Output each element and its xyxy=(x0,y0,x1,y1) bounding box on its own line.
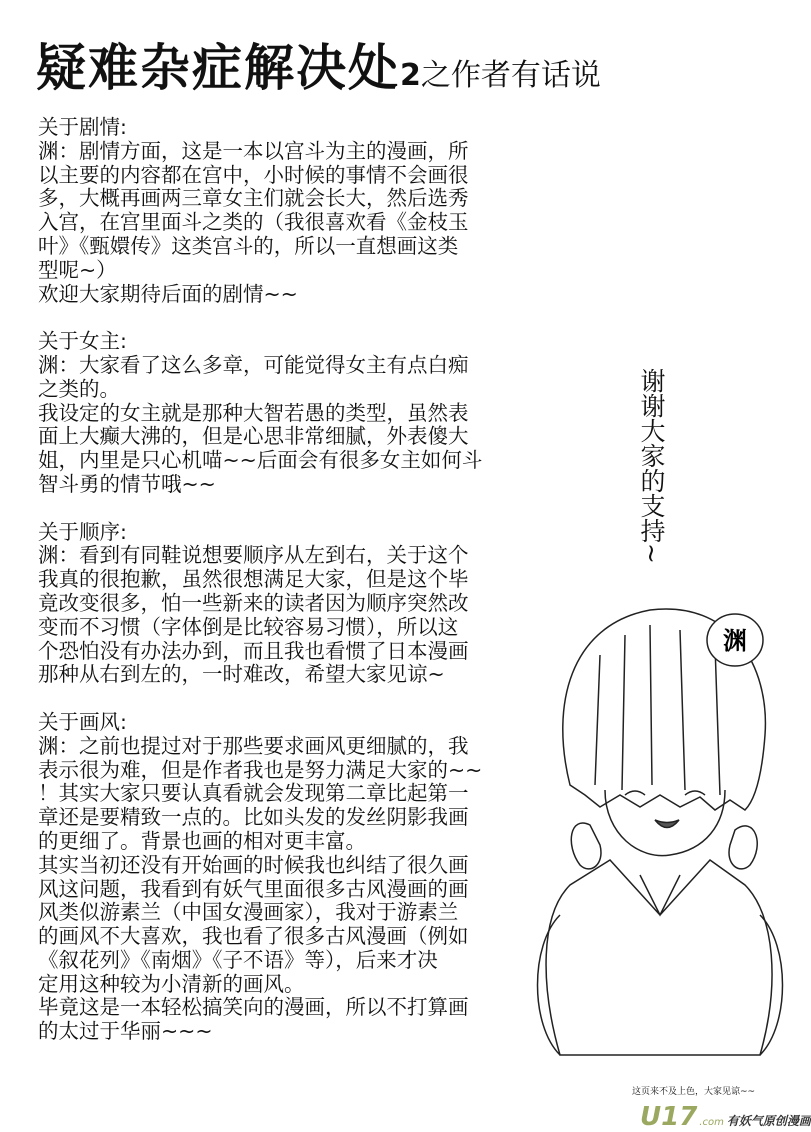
page-title xyxy=(36,28,601,100)
section-line: 渊：剧情方面，这是一本以宫斗为主的漫画，所 xyxy=(38,138,469,163)
section-line: 毕竟这是一本轻松搞笑向的漫画，所以不打算画 xyxy=(38,995,469,1020)
section-line: 欢迎大家期待后面的剧情~~ xyxy=(38,281,298,306)
section-line: 我真的很抱歉，虽然很想满足大家，但是这个毕 xyxy=(38,567,469,592)
section-line: 章还是要精致一点的。比如头发的发丝阴影我画 xyxy=(38,805,469,830)
section-line: 之类的。 xyxy=(38,376,120,401)
section-line: 入宫，在宫里面斗之类的（我很喜欢看《金枝玉 xyxy=(38,210,469,235)
section-line: 那种从右到左的，一时难改，希望大家见谅~ xyxy=(38,662,445,687)
section-line: 的太过于华丽~~~ xyxy=(38,1019,213,1044)
section-line: 姐，内里是只心机喵~~后面会有很多女主如何斗 xyxy=(38,448,483,473)
section-line: 我设定的女主就是那种大智若愚的类型，虽然表 xyxy=(38,400,469,425)
section-heading: 关于画风: xyxy=(38,709,127,734)
section-line: 表示很为难，但是作者我也是努力满足大家的~~ xyxy=(38,757,483,782)
kimono xyxy=(546,860,772,1055)
u17-watermark xyxy=(640,1103,811,1131)
section-line: 《叙花列》《南烟》《子不语》等），后来才决 xyxy=(38,947,438,972)
section-line: 渊：看到有同鞋说想要顺序从左到右，关于这个 xyxy=(38,543,469,568)
note-section xyxy=(38,116,538,306)
section-line: 其实当初还没有开始画的时候我也纠结了很久画 xyxy=(38,852,469,877)
section-heading: 关于顺序: xyxy=(38,519,127,544)
section-gap xyxy=(38,687,538,711)
footnote: 这页来不及上色，大家见谅~~ xyxy=(632,1087,756,1097)
name-badge xyxy=(707,614,763,666)
section-heading: 关于剧情: xyxy=(38,115,127,139)
section-gap xyxy=(38,497,538,521)
sleeves xyxy=(538,915,783,1055)
section-line: 型呢~） xyxy=(38,257,117,282)
thanks-vertical-text: 谢谢大家的支持~ xyxy=(637,368,666,564)
section-heading: 关于女主: xyxy=(38,329,127,354)
section-line: 面上大癫大沸的，但是心思非常细腻，外表傻大 xyxy=(38,424,469,449)
section-line: 智斗勇的情节哦~~ xyxy=(38,471,216,496)
title-number: 2 xyxy=(400,58,421,93)
logo-domain: .com xyxy=(699,1117,724,1128)
note-section xyxy=(38,521,538,688)
section-line: 竟改变很多，怕一些新来的读者因为顺序突然改 xyxy=(38,590,469,615)
mouth xyxy=(655,820,679,828)
logo-brand: U17 xyxy=(640,1102,698,1132)
note-section xyxy=(38,711,538,1044)
section-gap xyxy=(38,306,538,330)
author-notes xyxy=(38,116,538,1044)
title-subtitle: 之作者有话说 xyxy=(420,58,601,93)
section-line: 渊：大家看了这么多章，可能觉得女主有点白痴 xyxy=(38,352,469,377)
section-line: 的画风不大喜欢，我也看了很多古风漫画（例如 xyxy=(38,924,469,949)
section-line: ！其实大家只要认真看就会发现第二章比起第一 xyxy=(38,781,469,806)
chibi-girl-illustration xyxy=(530,585,790,1085)
hair-strands xyxy=(595,625,720,795)
section-line: 风类似游素兰（中国女漫画家），我对于游素兰 xyxy=(38,900,459,925)
section-line: 以主要的内容都在宫中，小时候的事情不会画很 xyxy=(38,162,469,187)
logo-slogan: 有妖气原创漫画 xyxy=(726,1114,811,1128)
section-line: 叶》《甄嬛传》这类宫斗的，所以一直想画这类 xyxy=(38,233,459,258)
section-line: 定用这种较为小清新的画风。 xyxy=(38,971,305,996)
section-line: 风这问题，我看到有妖气里面很多古风漫画的画 xyxy=(38,876,469,901)
note-section xyxy=(38,330,538,497)
title-main: 疑难杂症解决处 xyxy=(36,39,400,97)
eyes xyxy=(625,791,705,795)
section-line: 变而不习惯（字体倒是比较容易习惯），所以这 xyxy=(38,614,459,639)
hands xyxy=(571,823,757,869)
section-line: 多，大概再画两三章女主们就会长大，然后选秀 xyxy=(38,186,469,211)
section-line: 渊：之前也提过对于那些要求画风更细腻的，我 xyxy=(38,733,469,758)
section-line: 的更细了。背景也画的相对更丰富。 xyxy=(38,828,366,853)
badge-text: 渊 xyxy=(723,627,747,655)
section-line: 个恐怕没有办法办到，而且我也看惯了日本漫画 xyxy=(38,638,469,663)
